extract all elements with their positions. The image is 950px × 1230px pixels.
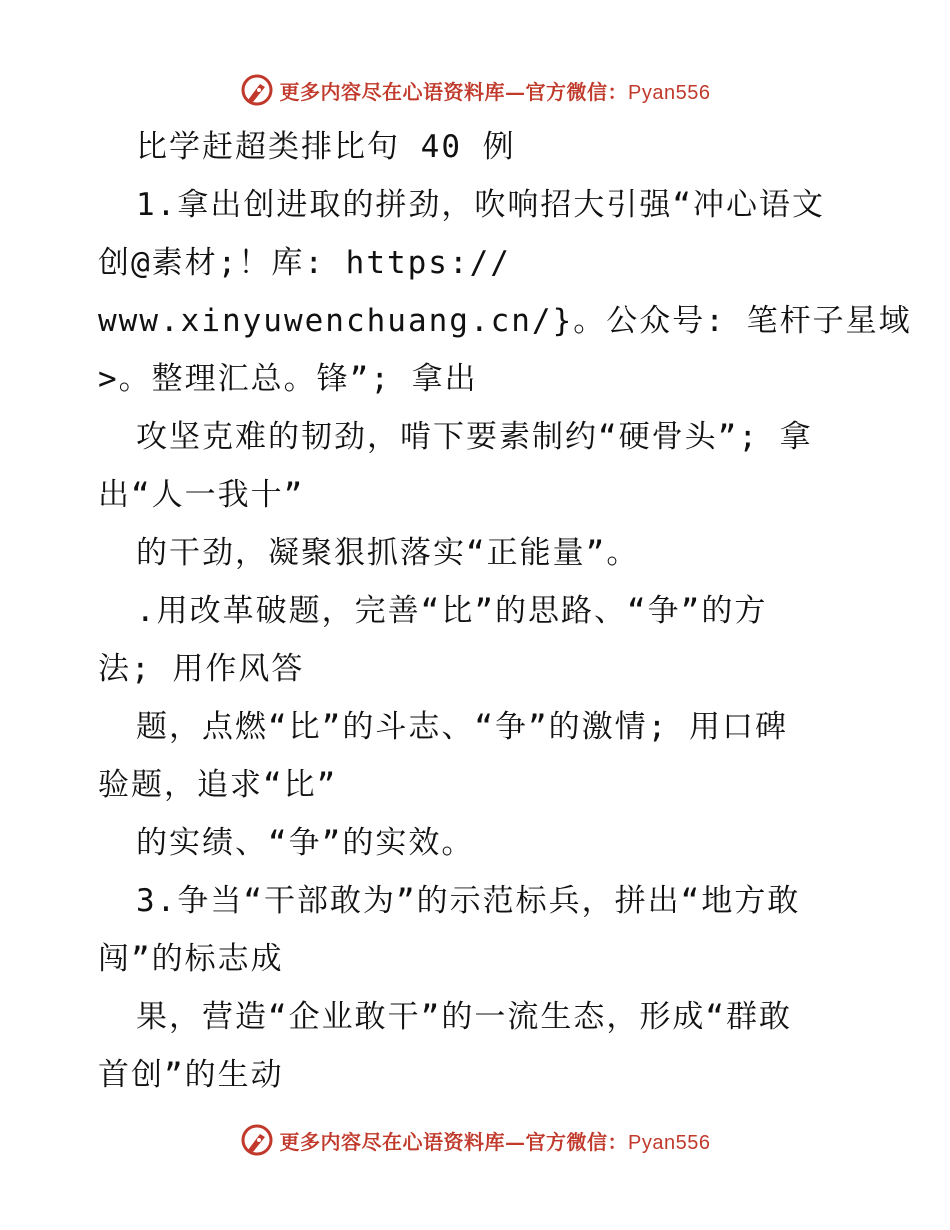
footer-watermark bbox=[0, 1120, 950, 1160]
text-line: 题，点燃“比”的斗志、“争”的激情; 用口碑 bbox=[136, 709, 788, 745]
text-line: 出“人一我十” bbox=[98, 477, 305, 513]
text-line: 比学赶超类排比句 40 例 bbox=[136, 129, 516, 165]
watermark-text: 更多内容尽在心语资料库—官方微信：Pyan556 bbox=[279, 1129, 711, 1154]
text-line: 1.拿出创进取的拼劲，吹响招大引强“冲心语文 bbox=[136, 187, 825, 223]
header-watermark bbox=[0, 70, 950, 110]
text-line: 攻坚克难的韧劲，啃下要素制约“硬骨头”; 拿 bbox=[136, 419, 813, 455]
text-line: 的干劲，凝聚狠抓落实“正能量”。 bbox=[136, 535, 640, 571]
watermark-text: 更多内容尽在心语资料库—官方微信：Pyan556 bbox=[279, 79, 711, 104]
pen-nib-circle-icon bbox=[240, 73, 274, 107]
text-line: 创@素材;！库: https:// bbox=[98, 245, 511, 281]
text-line: 3.争当“干部敢为”的示范标兵，拼出“地方敢 bbox=[136, 883, 801, 919]
text-line: 闯”的标志成 bbox=[98, 941, 284, 977]
text-line: 的实绩、“争”的实效。 bbox=[136, 825, 475, 861]
text-line: 法; 用作风答 bbox=[98, 651, 305, 687]
text-line: 首创”的生动 bbox=[98, 1057, 284, 1093]
document-body bbox=[98, 118, 912, 1104]
text-line: www.xinyuwenchuang.cn/}。公众号: 笔杆子星域 bbox=[98, 303, 912, 339]
pen-nib-circle-icon bbox=[240, 1123, 274, 1157]
text-line: >。整理汇总。锋”; 拿出 bbox=[98, 361, 478, 397]
text-line: .用改革破题，完善“比”的思路、“争”的方 bbox=[136, 593, 768, 629]
text-line: 验题，追求“比” bbox=[98, 767, 338, 803]
text-line: 果，营造“企业敢干”的一流生态，形成“群敢 bbox=[136, 999, 792, 1035]
